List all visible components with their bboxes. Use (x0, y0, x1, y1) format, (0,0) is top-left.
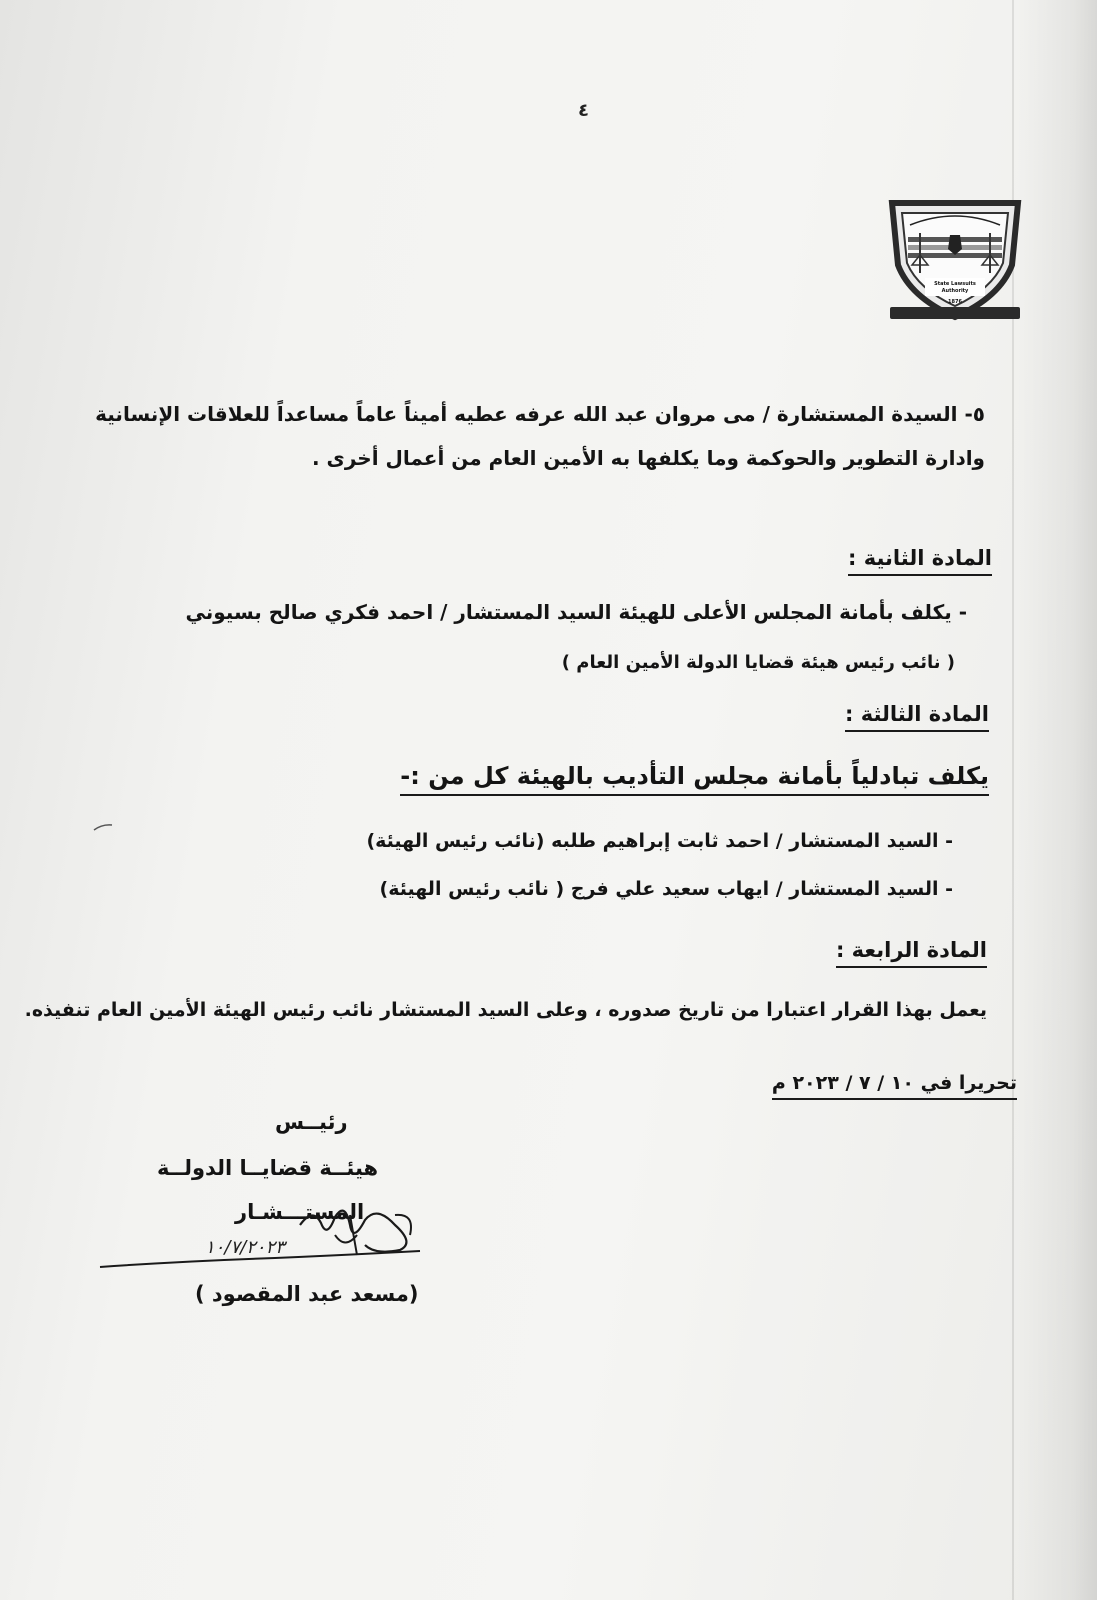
state-lawsuits-authority-seal (880, 185, 1030, 335)
signature-rank: المستـــشـار (235, 1200, 365, 1224)
article-3-member: - السيد المستشار / احمد ثابت إبراهيم طلبه (نائب رئيس الهيئة) (366, 830, 953, 852)
article-2-line: - يكلف بأمانة المجلس الأعلى للهيئة السيد المستشار / احمد فكري صالح بسيوني (185, 600, 967, 624)
item-5-paragraph: ٥- السيدة المستشارة / مى مروان عبد الله عرفه عطيه أميناً عاماً مساعداً للعلاقات الإنسانية وادارة التطوير والحوكمة وما يكلفها به الأمين العام من أعمال أخرى . (95, 402, 985, 470)
article-2-heading: المادة الثانية : (848, 546, 992, 576)
article-3-heading: المادة الثالثة : (845, 702, 989, 732)
svg-text:State Lawsuits: State Lawsuits (934, 281, 976, 287)
article-4-paragraph: يعمل بهذا القرار اعتبارا من تاريخ صدوره ، وعلى السيد المستشار نائب رئيس الهيئة الأمين العام تنفيذه. (24, 999, 987, 1021)
handwritten-date-text: ١٠/٧/٢٠٢٣ (205, 1237, 285, 1258)
article-2-subline: ( نائب رئيس هيئة قضايا الدولة الأمين العام ) (561, 652, 955, 673)
svg-text:1876: 1876 (948, 299, 962, 305)
signature-title: رئيــس (275, 1110, 348, 1134)
article-3-member: - السيد المستشار / ايهاب سعيد علي فرج ( نائب رئيس الهيئة) (379, 878, 953, 900)
article-3-intro: يكلف تبادلياً بأمانة مجلس التأديب بالهيئة كل من :- (400, 762, 989, 796)
page-number: ٤ (578, 100, 589, 121)
signature-authority: هيئــة قضايــا الدولــة (157, 1156, 379, 1180)
handwritten-signature (95, 1195, 425, 1290)
article-4-heading: المادة الرابعة : (836, 938, 987, 968)
issue-date: تحريرا في ١٠ / ٧ / ٢٠٢٣ م (772, 1072, 1017, 1100)
signatory-name: (مسعد عبد المقصود ) (195, 1282, 419, 1306)
svg-text:Authority: Authority (941, 288, 969, 294)
pen-mark (92, 822, 114, 832)
